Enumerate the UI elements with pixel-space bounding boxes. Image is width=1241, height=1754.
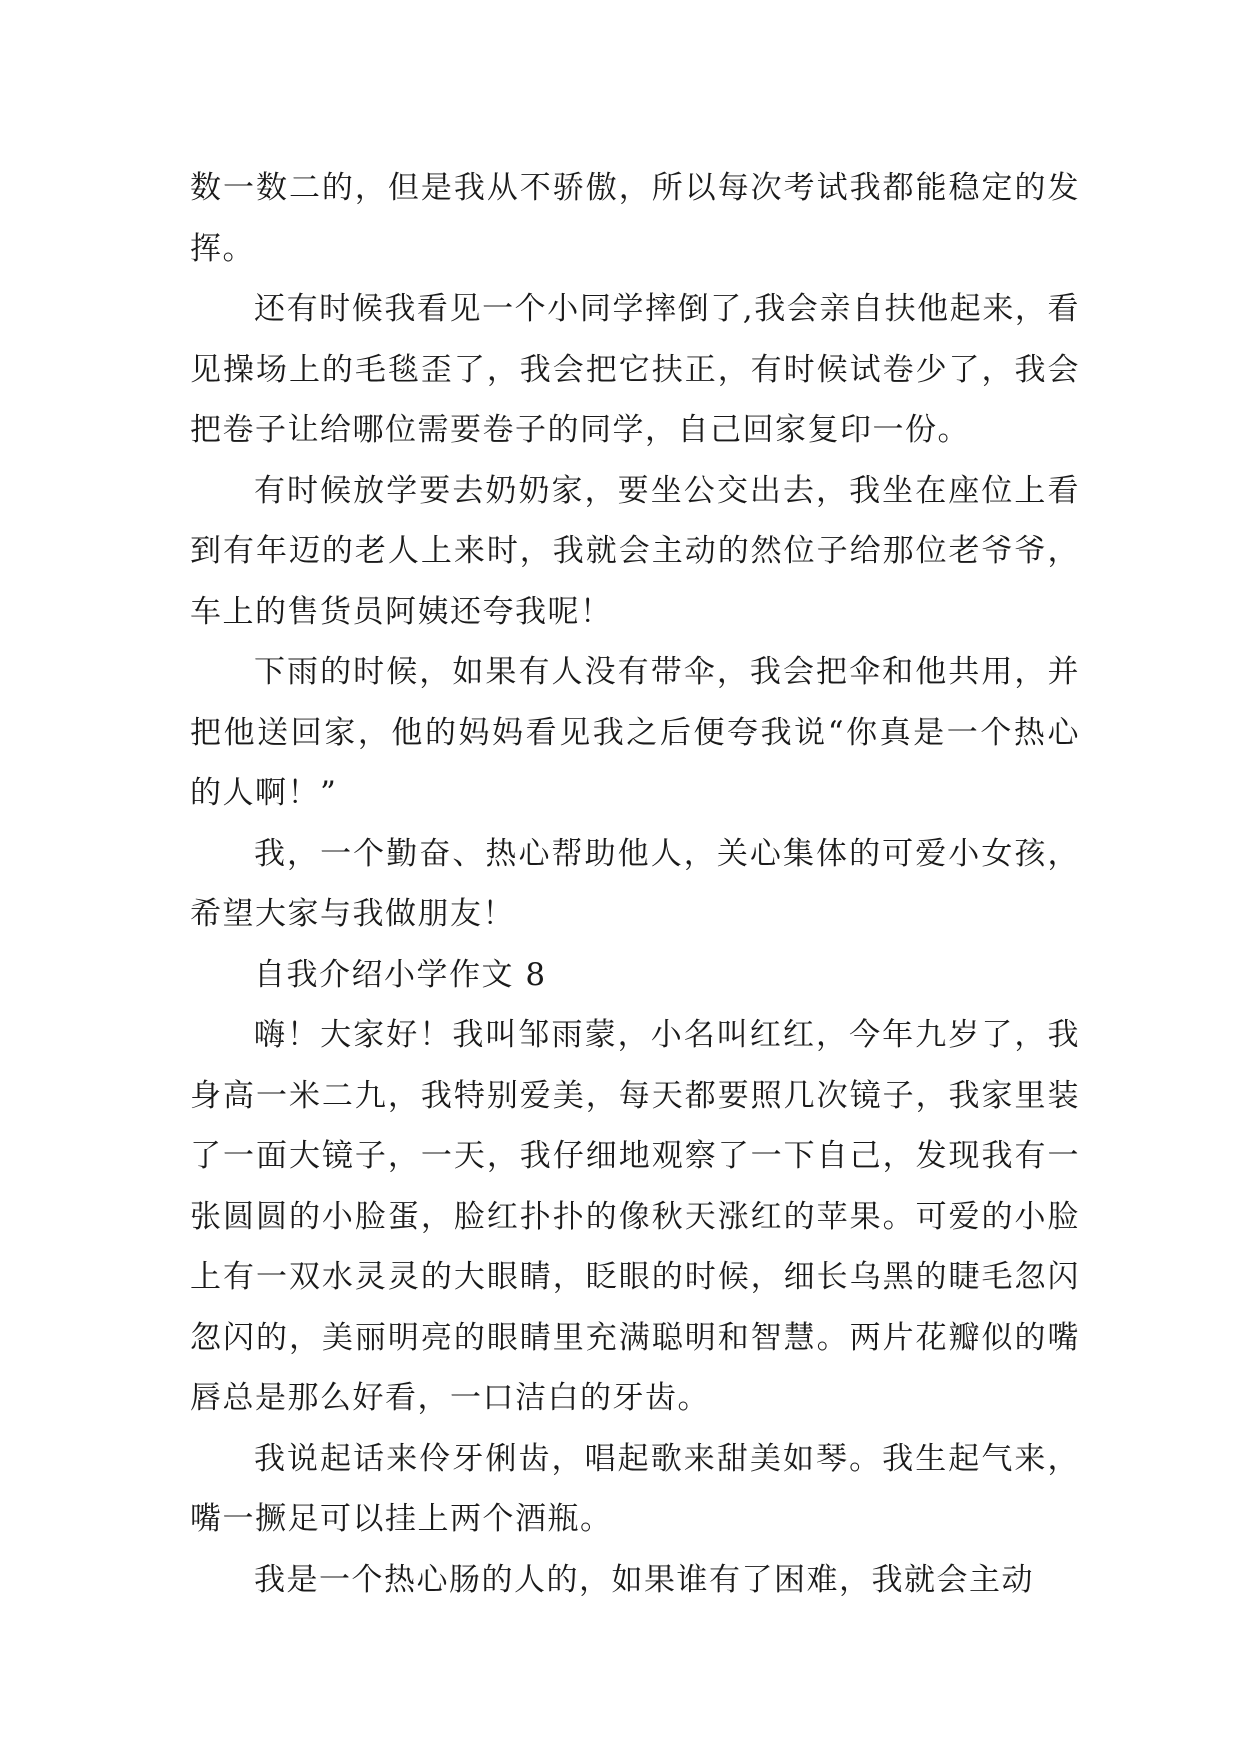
paragraph-7: 嗨！大家好！我叫邹雨蒙，小名叫红红，今年九岁了，我身高一米二九，我特别爱美，每天都要照几次镜子，我家里装了一面大镜子，一天，我仔细地观察了一下自己，发现我有一张圆圆的小脸蛋，脸红扑扑的像秋天涨红的苹果。可爱的小脸上有一双水灵灵的大眼睛，眨眼的时候，细长乌黑的睫毛忽闪忽闪的，美丽明亮的眼睛里充满聪明和智慧。两片花瓣似的嘴唇总是那么好看，一口洁白的牙齿。 [190, 1017, 1080, 1416]
paragraph-3: 有时候放学要去奶奶家，要坐公交出去，我坐在座位上看到有年迈的老人上来时，我就会主动的然位子给那位老爷爷，车上的售货员阿姨还夸我呢！ [190, 472, 1080, 630]
paragraph-5: 我，一个勤奋、热心帮助他人，关心集体的可爱小女孩，希望大家与我做朋友！ [190, 835, 1080, 932]
section-heading: 自我介绍小学作文 8 [254, 956, 547, 993]
paragraph-2: 还有时候我看见一个小同学摔倒了,我会亲自扶他起来，看见操场上的毛毯歪了，我会把它扶正，有时候试卷少了，我会把卷子让给哪位需要卷子的同学，自己回家复印一份。 [190, 291, 1080, 448]
paragraph-8: 我说起话来伶牙俐齿，唱起歌来甜美如琴。我生起气来，嘴一撅足可以挂上两个酒瓶。 [190, 1440, 1080, 1537]
paragraph-1: 数一数二的，但是我从不骄傲，所以每次考试我都能稳定的发挥。 [190, 170, 1080, 267]
paragraph-9: 我是一个热心肠的人的，如果谁有了困难，我就会主动 [254, 1561, 1034, 1598]
paragraph-4: 下雨的时候，如果有人没有带伞，我会把伞和他共用，并把他送回家，他的妈妈看见我之后便夸我说“你真是一个热心的人啊！” [190, 654, 1080, 811]
document-body [190, 158, 1080, 1610]
